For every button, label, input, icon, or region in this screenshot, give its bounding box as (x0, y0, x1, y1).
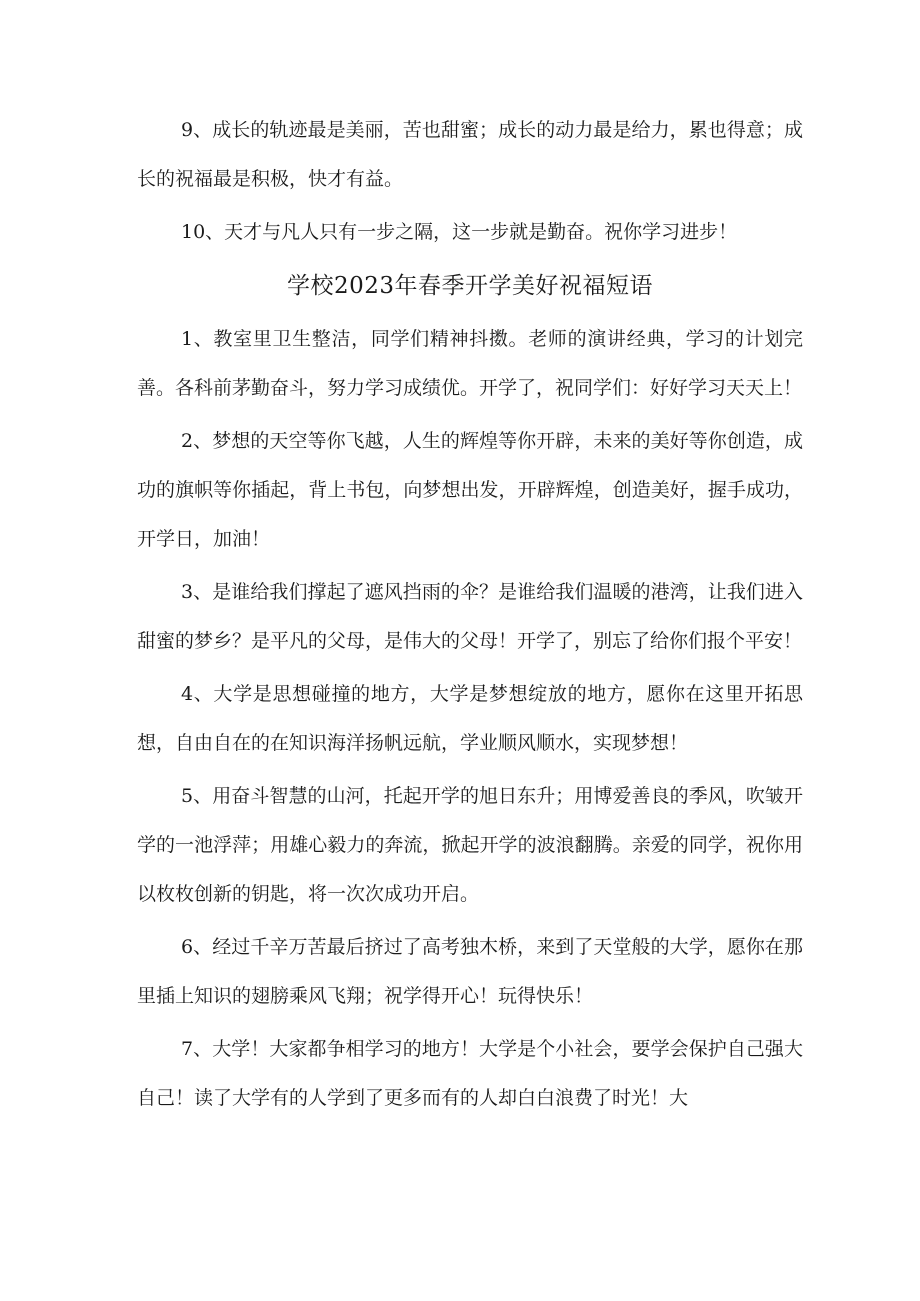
paragraph-item-2: 2、梦想的天空等你飞越，人生的辉煌等你开辟，未来的美好等你创造，成功的旗帜等你插起，背上书包，向梦想出发，开辟辉煌，创造美好，握手成功，开学日，加油！ (137, 430, 803, 550)
paragraph-item-6: 6、经过千辛万苦最后挤过了高考独木桥，来到了天堂般的大学，愿你在那里插上知识的翅膀乘风飞翔；祝学得开心！玩得快乐！ (137, 936, 803, 1007)
section-heading: 学校2023年春季开学美好祝福短语 (286, 273, 654, 299)
paragraph-item-4: 4、大学是思想碰撞的地方，大学是梦想绽放的地方，愿你在这里开拓思想，自由自在的在知识海洋扬帆远航，学业顺风顺水，实现梦想！ (137, 683, 803, 754)
paragraph-item-5: 5、用奋斗智慧的山河，托起开学的旭日东升；用博爱善良的季风，吹皱开学的一池浮萍；用雄心毅力的奔流，掀起开学的波浪翻腾。亲爱的同学，祝你用以枚枚创新的钥匙，将一次次成功开启。 (137, 785, 803, 905)
paragraph-item-3: 3、是谁给我们撑起了遮风挡雨的伞？是谁给我们温暖的港湾，让我们进入甜蜜的梦乡？是平凡的父母，是伟大的父母！开学了，别忘了给你们报个平安！ (137, 581, 803, 652)
paragraph-item-1: 1、教室里卫生整洁，同学们精神抖擞。老师的演讲经典，学习的计划完善。各科前茅勤奋斗，努力学习成绩优。开学了，祝同学们：好好学习天天上！ (137, 328, 803, 399)
paragraph-item-9: 9、成长的轨迹最是美丽，苦也甜蜜；成长的动力最是给力，累也得意；成长的祝福最是积极，快才有益。 (137, 119, 803, 190)
paragraph-item-10: 10、天才与凡人只有一步之隔，这一步就是勤奋。祝你学习进步！ (181, 221, 738, 243)
paragraph-item-7: 7、大学！大家都争相学习的地方！大学是个小社会，要学会保护自己强大自己！读了大学有的人学到了更多而有的人却白白浪费了时光！大 (137, 1038, 803, 1109)
document-body (137, 106, 803, 1127)
